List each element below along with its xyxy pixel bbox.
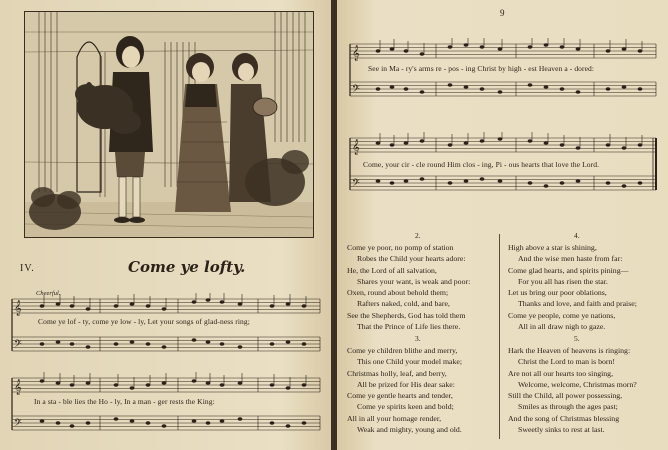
section-number: IV. (20, 263, 35, 274)
column-divider (499, 234, 500, 439)
lyric-line-2: In a sta - ble lies the Ho - ly, In a man - ger rests the King: (34, 397, 215, 406)
verse-3: Come ye children blithe and merry, This one Child your model make; Christmas holly, leaf, and berry, All be prized for His dear sake: Come ye gentle hearts and tender, Come ye spirits keen and bold; All in all your homage render, Weak and mighty, young and old. (347, 346, 463, 435)
music-system-2 (8, 372, 324, 442)
lyric-line-1: Come ye lof - ty, come ye low - ly, Let your songs of glad-ness ring; (38, 317, 250, 326)
svg-text:𝄞: 𝄞 (352, 140, 360, 155)
song-title: Come ye lofty. (128, 258, 246, 276)
svg-text:𝄞: 𝄞 (14, 301, 22, 316)
lyric-line-4: Come, your cir - cle round Him clos - ing, Pi - ous hearts that love the Lord. (363, 160, 600, 169)
verse-4: High above a star is shining, And the wise men haste from far: Come glad hearts, and spirits pining— For you all has risen the star. Let us bring our poor oblations, Thanks and love, and faith and praise; Come ye people, come ye nations, All in all draw nigh to gaze. (508, 243, 637, 332)
verse-number: 3. (415, 334, 421, 343)
music-system-3 (346, 38, 660, 108)
engraving-illustration (24, 11, 314, 238)
svg-text:𝄢: 𝄢 (14, 417, 22, 431)
svg-text:𝄞: 𝄞 (14, 380, 22, 395)
verse-number: 4. (574, 231, 580, 240)
tempo-marking: Cheerful. (36, 290, 61, 297)
svg-text:𝄢: 𝄢 (14, 338, 22, 352)
verse-number: 5. (574, 334, 580, 343)
verse-5: Hark the Heaven of heavens is ringing: Christ the Lord to man is born! Are not all our hearts too singing, Welcome, welcome, Christmas morn? Still the Child, all power possessing, Smiles as through the ages past; And the song of Christmas blessing Sweetly sinks to rest at last. (508, 346, 637, 435)
verse-number: 2. (415, 231, 421, 240)
page-number: 9 (500, 8, 505, 18)
verse-2: Come ye poor, no pomp of station Robes the Child your hearts adore: He, the Lord of all salvation, Shares your want, is weak and poor: Oxen, round about behold them; Rafters naked, cold, and bare, See the Shepherds, God has told them That the Prince of Life lies there. (347, 243, 471, 332)
svg-text:𝄞: 𝄞 (352, 46, 360, 61)
left-page (0, 0, 331, 450)
lyric-line-3: See in Ma - ry's arms re - pos - ing Christ by high - est Heaven a - dored: (368, 64, 595, 73)
svg-text:𝄢: 𝄢 (352, 177, 360, 191)
svg-text:𝄢: 𝄢 (352, 83, 360, 97)
music-system-1 (8, 293, 324, 363)
